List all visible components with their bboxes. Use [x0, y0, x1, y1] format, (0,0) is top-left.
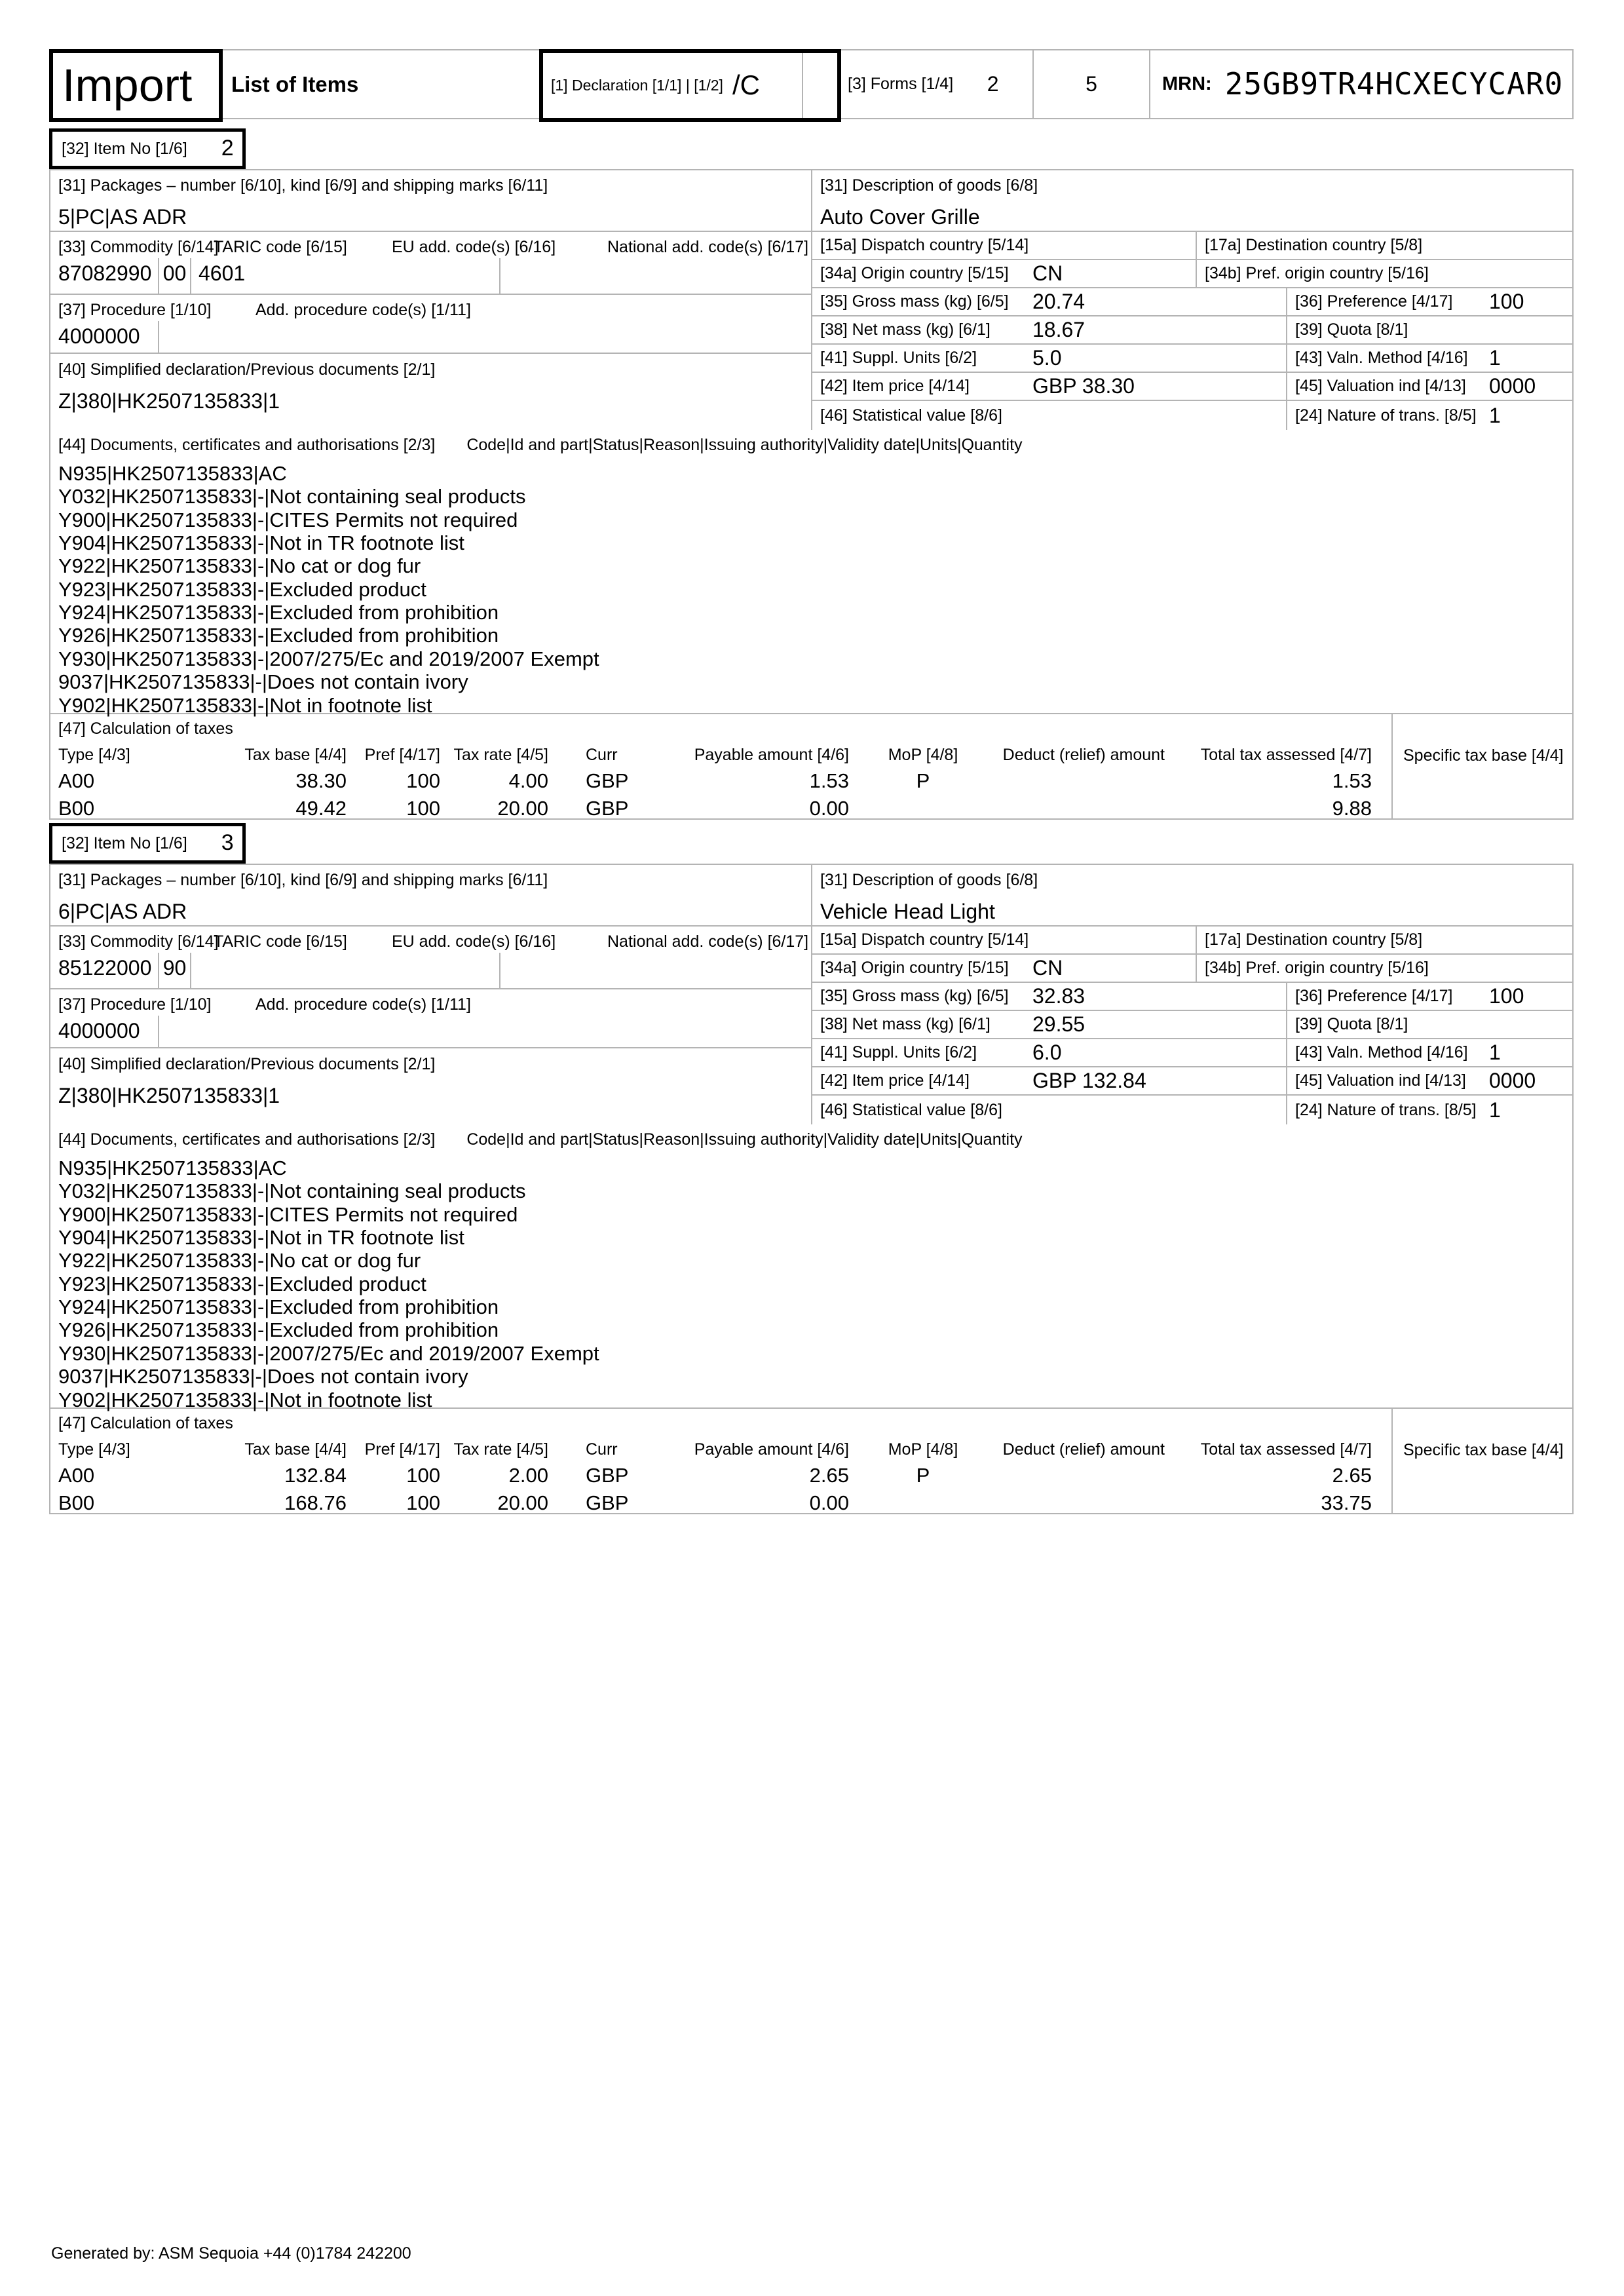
preference-label: [36] Preference [4/17] — [1295, 987, 1453, 1006]
documents-lines — [58, 1157, 1564, 1411]
tax-rate-value: 2.00 — [508, 1463, 548, 1487]
packages-value: 6|PC|AS ADR — [58, 899, 187, 923]
nature-of-transaction-label: [24] Nature of trans. [8/5] — [1295, 1100, 1477, 1119]
preference-cell — [1287, 288, 1572, 315]
statistical-value-row — [812, 401, 1572, 430]
valuation-ind-cell — [1287, 1067, 1572, 1094]
dispatch-destination-row — [812, 232, 1572, 260]
valuation-ind-label: [45] Valuation ind [4/13] — [1295, 377, 1466, 396]
documents-lines — [58, 462, 1564, 717]
document-line: N935|HK2507135833|AC — [58, 461, 287, 485]
suppl-units-value: 6.0 — [1032, 1041, 1062, 1065]
documents-columns-spec: Code|Id and part|Status|Reason|Issuing authority|Validity date|Units|Quantity — [466, 1130, 1023, 1149]
statistical-value-label: [46] Statistical value [8/6] — [820, 1100, 1002, 1119]
tax-col-pref: Pref [4/17] — [364, 1440, 440, 1459]
tax-data-row — [58, 769, 1391, 793]
commodity-label-row — [50, 232, 811, 258]
document-line: N935|HK2507135833|AC — [58, 1156, 287, 1179]
item-price-label: [42] Item price [4/14] — [820, 1071, 970, 1090]
commodity-cell — [50, 232, 811, 295]
origin-country-value: CN — [1032, 956, 1063, 980]
page-title: List of Items — [231, 71, 359, 96]
tax-col-tax-base: Tax base [4/4] — [244, 1440, 347, 1459]
nature-of-transaction-label: [24] Nature of trans. [8/5] — [1295, 406, 1477, 425]
add-procedure-label: Add. procedure code(s) [1/11] — [255, 995, 471, 1014]
tax-total-value: 2.65 — [1332, 1463, 1372, 1487]
tax-col-mop: MoP [4/8] — [888, 1440, 958, 1459]
suppl-units-cell — [812, 1039, 1287, 1066]
tax-calculation-label: [47] Calculation of taxes — [58, 1414, 233, 1432]
valn-method-cell — [1287, 345, 1572, 372]
gross-mass-row — [812, 288, 1572, 316]
documents-label: [44] Documents, certificates and authorisations [2/3] — [58, 1130, 436, 1149]
procedure-value-row — [50, 1016, 811, 1048]
forms-cell — [841, 50, 1032, 118]
gross-mass-cell — [812, 288, 1287, 315]
tax-curr-value: GBP — [586, 797, 629, 820]
dispatch-country-cell — [812, 927, 1197, 953]
net-mass-value: 29.55 — [1032, 1012, 1086, 1037]
item-price-value: GBP 38.30 — [1032, 374, 1135, 398]
tax-col-deduct: Deduct (relief) amount — [1002, 1440, 1165, 1459]
item-no-value: 3 — [221, 830, 234, 856]
document-line: 9037|HK2507135833|-|Does not contain ivory — [58, 1365, 468, 1388]
pref-origin-cell — [1197, 260, 1572, 287]
tax-col-type: Type [4/3] — [58, 745, 130, 764]
suppl-units-cell — [812, 345, 1287, 372]
origin-country-cell — [812, 955, 1197, 982]
commodity-cell — [50, 927, 811, 989]
tax-col-tax-base: Tax base [4/4] — [244, 745, 347, 764]
nature-of-transaction-cell — [1287, 1096, 1572, 1124]
declaration-box — [539, 49, 841, 122]
document-line: Y904|HK2507135833|-|Not in TR footnote list — [58, 1225, 464, 1249]
dispatch-country-cell — [812, 232, 1197, 259]
valuation-ind-value: 0000 — [1489, 1069, 1536, 1093]
tax-deduct-value — [997, 1491, 1165, 1515]
national-add-code-label: National add. code(s) [6/17] — [607, 932, 809, 951]
specific-tax-base-label: Specific tax base [4/4] — [1403, 1441, 1564, 1459]
tax-mop-value: P — [916, 1463, 930, 1487]
origin-country-label: [34a] Origin country [5/15] — [820, 959, 1009, 978]
item-right-column — [812, 865, 1572, 1124]
taric-code-value: 90 — [159, 953, 191, 989]
national-add-code-label: National add. code(s) [6/17] — [607, 238, 809, 256]
documents-header — [58, 1130, 1564, 1149]
preference-value: 100 — [1489, 984, 1524, 1008]
valn-method-label: [43] Valn. Method [4/16] — [1295, 349, 1468, 368]
document-line: Y900|HK2507135833|-|CITES Permits not required — [58, 1202, 518, 1226]
document-line: 9037|HK2507135833|-|Does not contain ivory — [58, 670, 468, 694]
tax-pref-value: 100 — [406, 1463, 440, 1487]
description-label: [31] Description of goods [6/8] — [820, 176, 1038, 195]
tax-mop-value — [849, 1491, 997, 1515]
documents-label: [44] Documents, certificates and authorisations [2/3] — [58, 436, 436, 454]
tax-base-value: 38.30 — [295, 769, 347, 792]
origin-country-cell — [812, 260, 1197, 287]
pref-origin-cell — [1197, 955, 1572, 982]
documents-columns-spec: Code|Id and part|Status|Reason|Issuing authority|Validity date|Units|Quantity — [466, 436, 1023, 454]
specific-tax-base-label: Specific tax base [4/4] — [1403, 746, 1564, 765]
gross-mass-cell — [812, 983, 1287, 1010]
procedure-value-row — [50, 321, 811, 354]
commodity-value-row — [50, 258, 811, 295]
eu-add-code-label: EU add. code(s) [6/16] — [392, 238, 556, 256]
document-line: Y922|HK2507135833|-|No cat or dog fur — [58, 554, 421, 578]
description-value: Auto Cover Grille — [820, 204, 980, 229]
document-line: Y904|HK2507135833|-|Not in TR footnote list — [58, 531, 464, 554]
statistical-value-row — [812, 1096, 1572, 1124]
item-field-table — [50, 865, 1572, 1124]
tax-col-pref: Pref [4/17] — [364, 745, 440, 764]
net-mass-row — [812, 316, 1572, 345]
net-mass-value: 18.67 — [1032, 318, 1086, 342]
item-left-column — [50, 865, 812, 1124]
tax-data-row — [58, 797, 1391, 820]
taric-code-value: 00 — [159, 258, 191, 295]
tax-pref-value: 100 — [406, 1491, 440, 1515]
document-line: Y900|HK2507135833|-|CITES Permits not required — [58, 508, 518, 531]
tax-col-payable: Payable amount [4/6] — [694, 745, 849, 764]
declaration-label: [1] Declaration [1/1] | [1/2] — [551, 77, 723, 94]
destination-country-cell — [1197, 927, 1572, 953]
import-mode-badge — [49, 49, 223, 122]
tax-type-value: A00 — [58, 1463, 95, 1487]
suppl-units-label: [41] Suppl. Units [6/2] — [820, 349, 977, 368]
document-line: Y032|HK2507135833|-|Not containing seal products — [58, 485, 526, 508]
valn-method-cell — [1287, 1039, 1572, 1066]
packages-value: 5|PC|AS ADR — [58, 204, 187, 229]
net-mass-row — [812, 1011, 1572, 1039]
specific-tax-base-column — [1391, 1409, 1572, 1513]
item-price-cell — [812, 373, 1287, 400]
tax-rate-value: 20.00 — [497, 1491, 548, 1515]
commodity-label-row — [50, 927, 811, 953]
net-mass-label: [38] Net mass (kg) [6/1] — [820, 320, 991, 339]
tax-rate-value: 20.00 — [497, 797, 548, 820]
packages-label: [31] Packages – number [6/10], kind [6/9] and shipping marks [6/11] — [58, 176, 548, 195]
tax-payable-value: 0.00 — [809, 1491, 849, 1515]
statistical-value-label: [46] Statistical value [8/6] — [820, 406, 1002, 425]
tax-data-row — [58, 1464, 1391, 1487]
dispatch-destination-row — [812, 927, 1572, 955]
net-mass-cell — [812, 316, 1287, 343]
document-line: Y923|HK2507135833|-|Excluded product — [58, 577, 426, 601]
national-add-code-value — [500, 258, 811, 295]
document-line: Y922|HK2507135833|-|No cat or dog fur — [58, 1249, 421, 1272]
destination-country-label: [17a] Destination country [5/8] — [1205, 930, 1423, 949]
tax-col-tax-rate: Tax rate [4/5] — [453, 1440, 548, 1459]
pref-origin-label: [34b] Pref. origin country [5/16] — [1205, 959, 1429, 978]
item-block — [49, 128, 1574, 820]
tax-col-mop: MoP [4/8] — [888, 745, 958, 764]
tax-type-value: B00 — [58, 797, 95, 820]
tax-total-value: 1.53 — [1332, 769, 1372, 792]
tax-calculation-section — [50, 1407, 1572, 1513]
specific-tax-base-column — [1391, 714, 1572, 818]
suppl-units-row — [812, 1039, 1572, 1067]
quota-cell — [1287, 316, 1572, 343]
item-body — [49, 864, 1574, 1514]
document-line: Y930|HK2507135833|-|2007/275/Ec and 2019/2007 Exempt — [58, 1341, 599, 1365]
nature-of-transaction-value: 1 — [1489, 403, 1501, 427]
commodity-label: [33] Commodity [6/14] — [58, 238, 219, 256]
item-price-row — [812, 373, 1572, 401]
suppl-units-label: [41] Suppl. Units [6/2] — [820, 1043, 977, 1062]
valn-method-value: 1 — [1489, 346, 1501, 370]
commodity-code-value: 87082990 — [50, 258, 159, 295]
dispatch-country-label: [15a] Dispatch country [5/14] — [820, 930, 1029, 949]
gross-mass-value: 20.74 — [1032, 290, 1086, 314]
tax-type-value: A00 — [58, 769, 95, 792]
document-line: Y924|HK2507135833|-|Excluded from prohibition — [58, 1295, 499, 1319]
previous-documents-value: Z|380|HK2507135833|1 — [58, 1083, 280, 1107]
forms-value-2: 5 — [1032, 50, 1149, 118]
tax-calculation-section — [50, 713, 1572, 818]
previous-documents-label: [40] Simplified declaration/Previous documents [2/1] — [58, 1055, 436, 1073]
preference-label: [36] Preference [4/17] — [1295, 292, 1453, 311]
tax-base-value: 49.42 — [295, 797, 347, 820]
taric-label: TARIC code [6/15] — [214, 932, 347, 951]
import-mode-label: Import — [62, 60, 193, 111]
suppl-units-value: 5.0 — [1032, 346, 1062, 370]
tax-deduct-value — [997, 769, 1165, 793]
valn-method-label: [43] Valn. Method [4/16] — [1295, 1043, 1468, 1062]
valuation-ind-value: 0000 — [1489, 374, 1536, 398]
previous-documents-cell — [50, 354, 811, 430]
origin-country-value: CN — [1032, 261, 1063, 286]
tax-curr-value: GBP — [586, 1463, 629, 1487]
nature-of-transaction-value: 1 — [1489, 1098, 1501, 1122]
gross-mass-label: [35] Gross mass (kg) [6/5] — [820, 987, 1009, 1006]
documents-section — [50, 1124, 1572, 1411]
add-procedure-value — [159, 1016, 811, 1048]
tax-col-payable: Payable amount [4/6] — [694, 1440, 849, 1459]
add-procedure-value — [159, 321, 811, 354]
tax-calculation-label: [47] Calculation of taxes — [58, 719, 233, 738]
item-no-box — [49, 823, 246, 864]
net-mass-cell — [812, 1011, 1287, 1038]
description-label: [31] Description of goods [6/8] — [820, 871, 1038, 889]
quota-cell — [1287, 1011, 1572, 1038]
item-price-value: GBP 132.84 — [1032, 1069, 1146, 1093]
tax-type-value: B00 — [58, 1491, 95, 1515]
item-right-column — [812, 170, 1572, 430]
description-value: Vehicle Head Light — [820, 899, 995, 923]
packages-label: [31] Packages – number [6/10], kind [6/9] and shipping marks [6/11] — [58, 871, 548, 889]
tax-payable-value: 1.53 — [809, 769, 849, 792]
origin-row — [812, 955, 1572, 983]
tax-col-curr: Curr — [586, 1440, 618, 1459]
item-no-label: [32] Item No [1/6] — [62, 139, 187, 158]
dispatch-country-label: [15a] Dispatch country [5/14] — [820, 236, 1029, 255]
national-add-code-value — [500, 953, 811, 989]
quota-label: [39] Quota [8/1] — [1295, 320, 1408, 339]
valn-method-value: 1 — [1489, 1041, 1501, 1065]
documents-header — [58, 436, 1564, 455]
statistical-value-cell — [812, 401, 1287, 430]
tax-col-total: Total tax assessed [4/7] — [1200, 1440, 1372, 1459]
procedure-value: 4000000 — [50, 1016, 159, 1048]
preference-cell — [1287, 983, 1572, 1010]
items-list — [49, 128, 1574, 1514]
procedure-value: 4000000 — [50, 321, 159, 354]
item-price-cell — [812, 1067, 1287, 1094]
statistical-value-cell — [812, 1096, 1287, 1124]
valuation-ind-cell — [1287, 373, 1572, 400]
mrn-label: MRN: — [1162, 73, 1212, 94]
gross-mass-value: 32.83 — [1032, 984, 1086, 1008]
eu-add-code-value: 4601 — [191, 258, 500, 295]
tax-payable-value: 0.00 — [809, 797, 849, 820]
declaration-divider — [802, 53, 803, 118]
tax-deduct-value — [997, 1464, 1165, 1487]
preference-value: 100 — [1489, 290, 1524, 314]
commodity-label: [33] Commodity [6/14] — [58, 932, 219, 951]
procedure-label-row — [50, 295, 811, 321]
item-left-column — [50, 170, 812, 430]
description-cell — [812, 170, 1572, 232]
packages-cell — [50, 170, 811, 232]
document-line: Y902|HK2507135833|-|Not in footnote list — [58, 693, 432, 717]
net-mass-label: [38] Net mass (kg) [6/1] — [820, 1015, 991, 1034]
item-no-label: [32] Item No [1/6] — [62, 833, 187, 852]
previous-documents-label: [40] Simplified declaration/Previous documents [2/1] — [58, 360, 436, 379]
previous-documents-value: Z|380|HK2507135833|1 — [58, 389, 280, 413]
tax-mop-value — [849, 797, 997, 820]
procedure-cell — [50, 295, 811, 354]
add-procedure-label: Add. procedure code(s) [1/11] — [255, 301, 471, 319]
tax-col-deduct: Deduct (relief) amount — [1002, 745, 1165, 764]
procedure-label: [37] Procedure [1/10] — [58, 995, 212, 1014]
document-line: Y032|HK2507135833|-|Not containing seal products — [58, 1179, 526, 1203]
tax-pref-value: 100 — [406, 797, 440, 820]
gross-mass-label: [35] Gross mass (kg) [6/5] — [820, 292, 1009, 311]
generated-by-footer: Generated by: ASM Sequoia +44 (0)1784 242200 — [51, 2244, 411, 2263]
item-price-label: [42] Item price [4/14] — [820, 377, 970, 396]
declaration-value: /C — [732, 69, 760, 101]
procedure-label-row — [50, 989, 811, 1016]
item-no-value: 2 — [221, 136, 234, 161]
procedure-label: [37] Procedure [1/10] — [58, 301, 212, 319]
commodity-value-row — [50, 953, 811, 989]
forms-value-1: 2 — [987, 72, 999, 96]
page-header — [49, 49, 1574, 119]
tax-rate-value: 4.00 — [508, 769, 548, 792]
tax-payable-value: 2.65 — [809, 1463, 849, 1487]
eu-add-code-value — [191, 953, 500, 989]
suppl-units-row — [812, 345, 1572, 373]
tax-total-value: 9.88 — [1332, 797, 1372, 820]
description-cell — [812, 865, 1572, 927]
packages-cell — [50, 865, 811, 927]
tax-deduct-value — [997, 797, 1165, 820]
document-line: Y902|HK2507135833|-|Not in footnote list — [58, 1388, 432, 1411]
pref-origin-label: [34b] Pref. origin country [5/16] — [1205, 264, 1429, 283]
tax-table — [50, 714, 1391, 818]
tax-total-value: 33.75 — [1321, 1491, 1372, 1515]
commodity-code-value: 85122000 — [50, 953, 159, 989]
tax-data-row — [58, 1491, 1391, 1515]
tax-col-curr: Curr — [586, 745, 618, 764]
tax-curr-value: GBP — [586, 1491, 629, 1515]
document-line: Y926|HK2507135833|-|Excluded from prohibition — [58, 624, 499, 647]
mrn-cell — [1149, 50, 1572, 118]
previous-documents-cell — [50, 1048, 811, 1124]
tax-base-value: 132.84 — [284, 1463, 347, 1487]
documents-section — [50, 430, 1572, 717]
eu-add-code-label: EU add. code(s) [6/16] — [392, 932, 556, 951]
tax-curr-value: GBP — [586, 769, 629, 792]
tax-col-type: Type [4/3] — [58, 1440, 130, 1459]
item-no-box — [49, 128, 246, 169]
quota-label: [39] Quota [8/1] — [1295, 1015, 1408, 1034]
taric-label: TARIC code [6/15] — [214, 238, 347, 256]
item-block — [49, 823, 1574, 1514]
document-line: Y923|HK2507135833|-|Excluded product — [58, 1272, 426, 1295]
nature-of-transaction-cell — [1287, 401, 1572, 430]
valuation-ind-label: [45] Valuation ind [4/13] — [1295, 1071, 1466, 1090]
document-line: Y930|HK2507135833|-|2007/275/Ec and 2019/2007 Exempt — [58, 647, 599, 670]
tax-table — [50, 1409, 1391, 1513]
gross-mass-row — [812, 983, 1572, 1011]
item-body — [49, 169, 1574, 820]
procedure-cell — [50, 989, 811, 1048]
tax-pref-value: 100 — [406, 769, 440, 792]
origin-country-label: [34a] Origin country [5/15] — [820, 264, 1009, 283]
tax-mop-value: P — [916, 769, 930, 792]
document-line: Y924|HK2507135833|-|Excluded from prohibition — [58, 601, 499, 624]
tax-base-value: 168.76 — [284, 1491, 347, 1515]
item-field-table — [50, 170, 1572, 430]
document-line: Y926|HK2507135833|-|Excluded from prohibition — [58, 1318, 499, 1342]
tax-header-row — [58, 746, 1391, 765]
forms-label: [3] Forms [1/4] — [848, 75, 954, 94]
tax-col-total: Total tax assessed [4/7] — [1200, 745, 1372, 764]
destination-country-cell — [1197, 232, 1572, 259]
mrn-value: 25GB9TR4HCXECYCAR0 — [1224, 66, 1564, 102]
tax-col-tax-rate: Tax rate [4/5] — [453, 745, 548, 764]
destination-country-label: [17a] Destination country [5/8] — [1205, 236, 1423, 255]
origin-row — [812, 260, 1572, 288]
item-price-row — [812, 1067, 1572, 1096]
tax-header-row — [58, 1440, 1391, 1459]
